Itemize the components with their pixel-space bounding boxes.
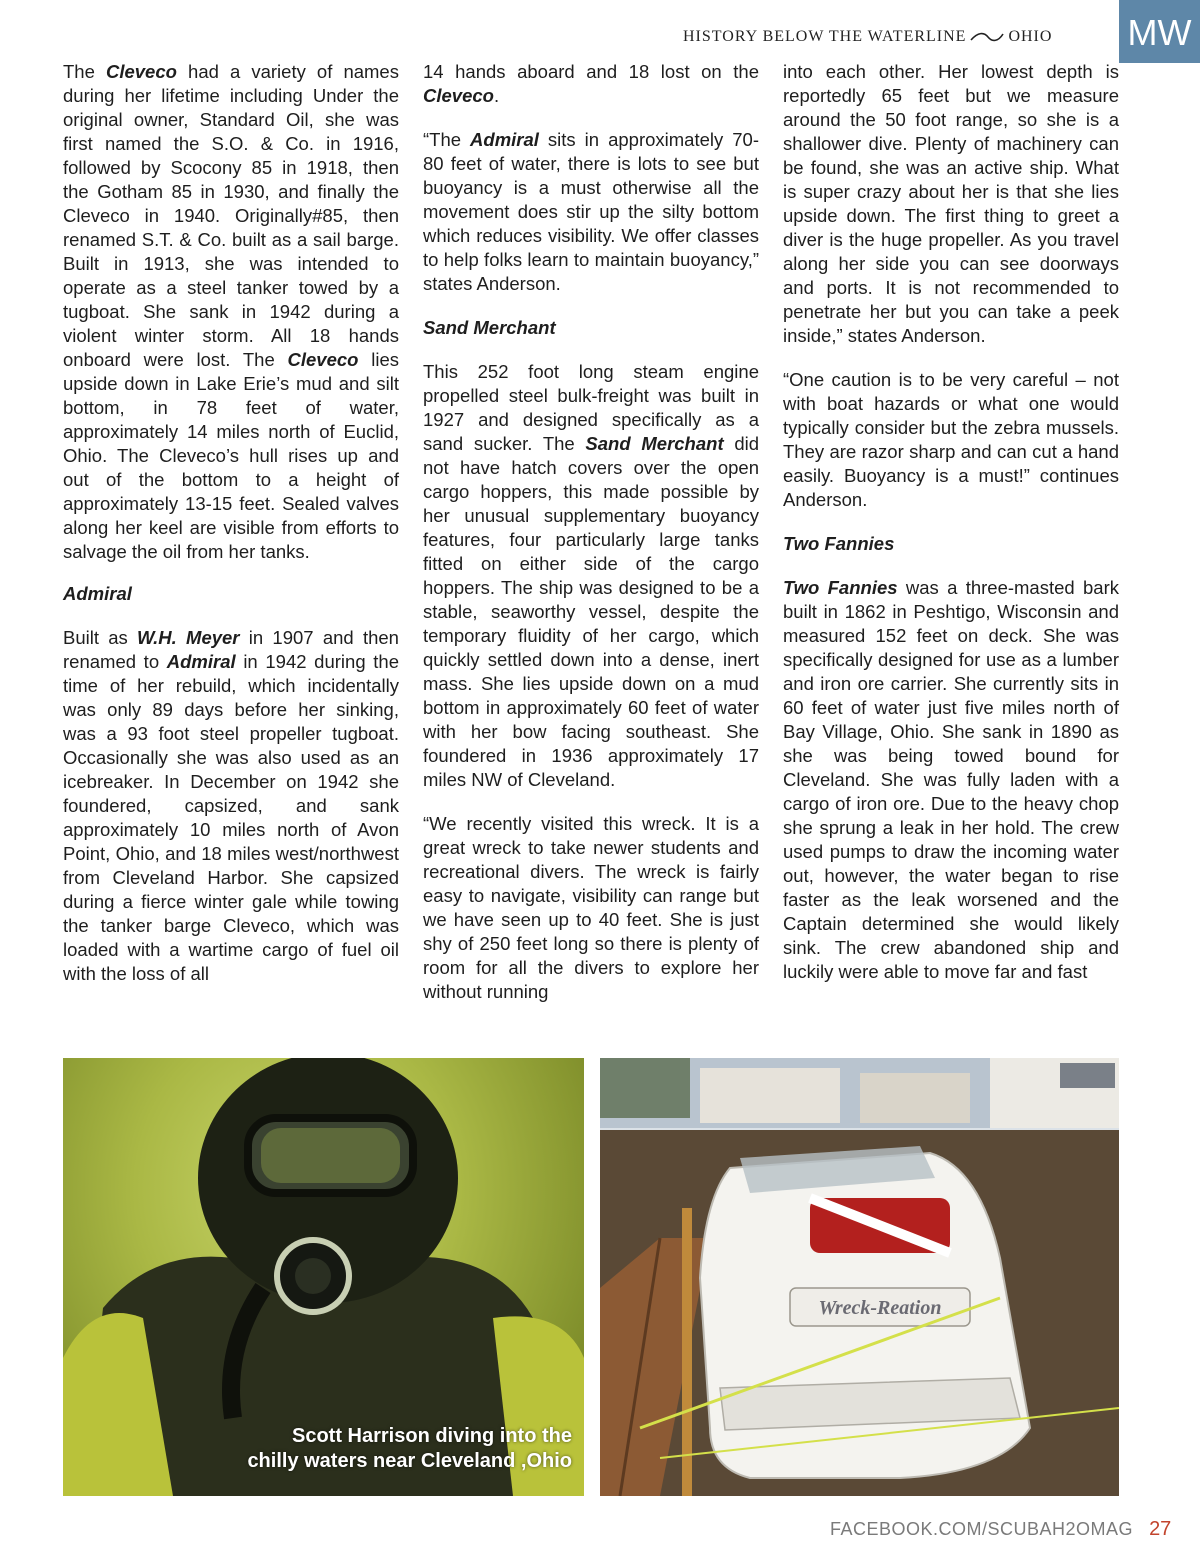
running-header xyxy=(683,28,1113,46)
paragraph-sand-merchant: This 252 foot long steam engine propelled steel bulk-freight was built in 1927 and designed specifically as a sand sucker. The Sand Merchant did not have hatch covers over the open cargo hoppers, this made possible by her unusual supplementary buoyancy features, four particularly large tanks fitted on either side of the cargo hoppers. The ship was designed to be a stable, seaworthy vessel, despite the temporary fluidity of her cargo, which quickly settled down into a dense, inert mass. She lies upside down on a mud bottom in approximately 60 feet of water with her bow facing southeast. She foundered in 1936 approximately 17 miles NW of Cleveland. xyxy=(423,361,760,790)
section-title: HISTORY BELOW THE WATERLINE xyxy=(683,28,967,45)
article-column-2 xyxy=(423,60,759,1024)
boat-photo xyxy=(600,1058,1119,1496)
paragraph-admiral-quote: “The Admiral sits in approximately 70-80 feet of water, there is lots to see but buoyancy is a must otherwise all the movement does stir up the silty bottom which reduces visibility. We offer classes to help folks learn to maintain buoyancy,” states Anderson. xyxy=(423,129,759,294)
footer-url: FACEBOOK.COM/SCUBAH2OMAG xyxy=(830,1519,1134,1539)
page-number: 27 xyxy=(1149,1518,1172,1540)
page-footer xyxy=(830,1518,1172,1541)
paragraph-sand-merchant-quote: “We recently visited this wreck. It is a great wreck to take newer students and recreational divers. The wreck is fairly easy to navigate, visibility can range but we have seen up to 40 feet. She is just shy of 250 feet long so there is plenty of room for all the divers to explore her without running xyxy=(423,813,759,1002)
tilde-ornament-icon xyxy=(970,31,1004,43)
article-column-1 xyxy=(63,60,399,1006)
heading-admiral: Admiral xyxy=(63,583,132,604)
diver-photo-caption: Scott Harrison diving into the chilly waters near Cleveland ,Ohio xyxy=(247,1425,572,1472)
article-column-3 xyxy=(783,60,1119,1004)
heading-two-fannies: Two Fannies xyxy=(783,533,895,554)
region-tab: MW xyxy=(1119,0,1200,63)
paragraph-admiral: Built as W.H. Meyer in 1907 and then renamed to Admiral in 1942 during the time of her rebuild, which incidentally was only 89 days before her sinking, was a 93 foot steel propeller tugboat. Occasionally she was also used as an icebreaker. In December on 1942 she foundered, capsized, and sank approximately 10 miles north of Avon Point, Ohio, and 18 miles west/northwest from Cleveland Harbor. She capsized during a fierce winter gale while towing the tanker barge Cleveco, which was loaded with a wartime cargo of fuel oil with the loss of all xyxy=(63,627,399,984)
paragraph-two-fannies: Two Fannies was a three-masted bark built in 1862 in Peshtigo, Wisconsin and measured 152 feet on deck. She was specifically designed for use as a lumber and iron ore carrier. She currently sits in 60 feet of water just five miles north of Bay Village, Ohio. She sank in 1890 as she was being towed bound for Cleveland. She was fully laden with a cargo of iron ore. Due to the heavy chop she sprung a leak in her hold. The crew used pumps to draw the incoming water out, however, the water began to rise faster as the leak worsened and the Captain determined she would likely sink. The crew abandoned ship and luckily were able to move far and fast xyxy=(783,577,1120,982)
boat-illustration-icon xyxy=(600,1058,1119,1496)
boat-name: Wreck-Reation xyxy=(818,1297,942,1319)
paragraph-cleveco-end: 14 hands aboard and 18 lost on the Cleveco. xyxy=(423,61,759,106)
paragraph-sand-merchant-cont: into each other. Her lowest depth is reportedly 65 feet but we measure around the 50 foot range, so she is a shallower dive. Plenty of machinery can be found, she was an active ship. What is super crazy about her is that she lies upside down. The first thing to greet a diver is the huge propeller. As you travel along her side you can see doorways and ports. It is not recommended to penetrate her but you can take a peek inside,” states Anderson. xyxy=(783,61,1119,346)
section-region: OHIO xyxy=(1008,28,1053,45)
heading-sand-merchant: Sand Merchant xyxy=(423,317,556,338)
paragraph-caution-quote: “One caution is to be very careful – not with boat hazards or what one would typically consider but the zebra mussels. They are razor sharp and can cut a hand easily. Buoyancy is a must!” continues Anderson. xyxy=(783,369,1119,510)
diver-photo xyxy=(63,1058,584,1496)
paragraph-cleveco: The Cleveco had a variety of names during her lifetime including Under the original owner, Standard Oil, she was first named the S.O. & Co. in 1916, followed by Scocony 85 in 1918, then the Gotham 85 in 1930, and finally the Cleveco in 1940. Originally#85, then renamed S.T. & Co. built as a sail barge. Built in 1913, she was intended to operate as a steel tanker towed by a tugboat. She sank in 1942 during a violent winter storm. All 18 hands onboard were lost. The Cleveco lies upside down in Lake Erie’s mud and silt bottom, in 78 feet of water, approximately 14 miles north of Euclid, Ohio. The Cleveco’s hull rises up and out of the bottom to a height of approximately 13-15 feet. Sealed valves along her keel are visible from efforts to salvage the oil from her tanks. xyxy=(63,61,399,562)
